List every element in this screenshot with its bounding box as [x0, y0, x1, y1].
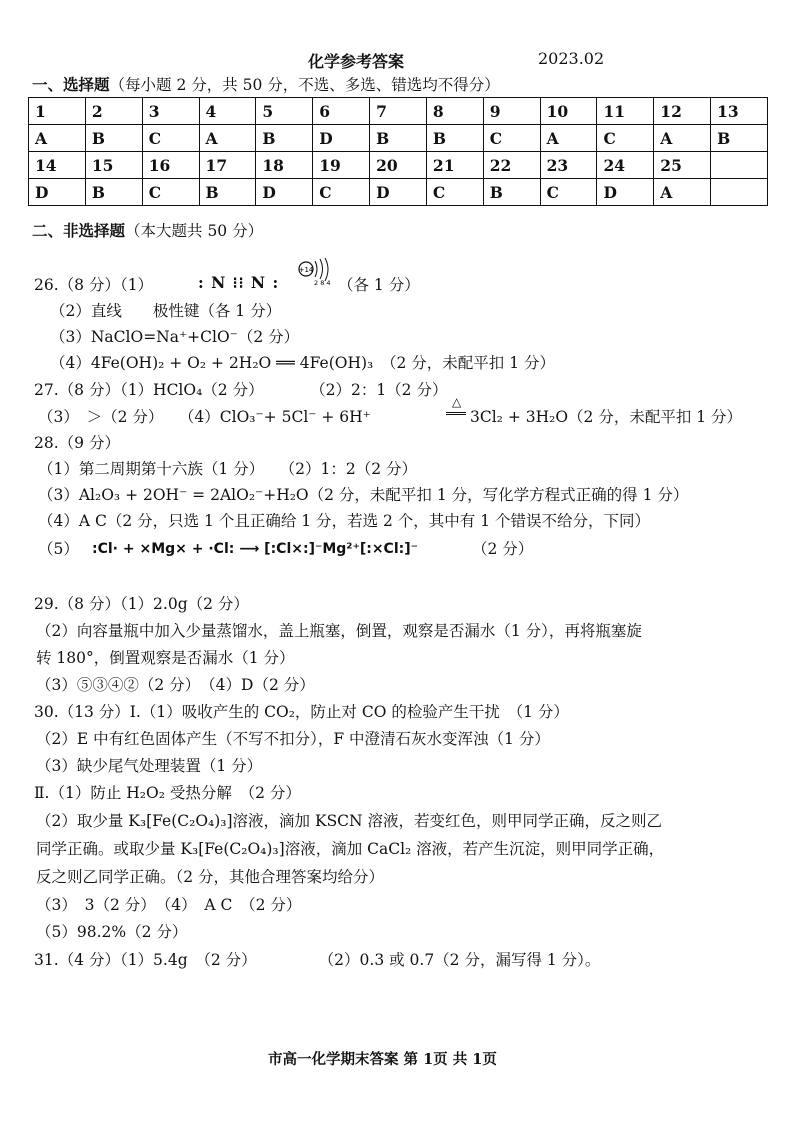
- exam-date: 2023.02: [538, 49, 605, 68]
- table-cell: D: [29, 179, 86, 206]
- table-cell: 3: [142, 98, 199, 125]
- q30-line4: Ⅱ.（1）防止 H₂O₂ 受热分解 （2 分）: [34, 784, 301, 802]
- q30-line1: 30.（13 分）Ⅰ.（1）吸收产生的 CO₂，防止对 CO 的检验产生干扰 （1 分）: [34, 703, 569, 721]
- q29-line3: 转 180°，倒置观察是否漏水（1 分）: [36, 649, 295, 667]
- heat-delta-symbol: △: [452, 395, 462, 409]
- answer-table: [28, 97, 768, 206]
- table-cell: 25: [654, 152, 711, 179]
- table-cell: [711, 179, 768, 206]
- table-cell: C: [483, 125, 540, 152]
- section2-heading: 二、非选择题: [32, 221, 126, 240]
- table-row: [29, 98, 768, 125]
- q26-head: 26.（8 分）（1）: [34, 276, 154, 294]
- q30-line2: （2）E 中有红色固体产生（不写不扣分），F 中澄清石灰水变浑浊（1 分）: [36, 730, 550, 748]
- table-cell: B: [426, 125, 483, 152]
- table-cell: A: [199, 125, 256, 152]
- q28-line4: （4）A C（2 分，只选 1 个且正确给 1 分，若选 2 个，其中有 1 个错误不给分，下同）: [38, 512, 650, 530]
- table-cell: C: [313, 179, 370, 206]
- table-cell: C: [540, 179, 597, 206]
- table-cell: D: [313, 125, 370, 152]
- q26-line4: （4）4Fe(OH)₂ + O₂ + 2H₂O ══ 4Fe(OH)₃ （2 分，未配平扣 1 分）: [50, 354, 555, 372]
- table-cell: D: [256, 179, 313, 206]
- table-cell: 14: [29, 152, 86, 179]
- table-cell: 4: [199, 98, 256, 125]
- n2-lewis-structure: : N ⁝⁝ N :: [198, 273, 280, 292]
- table-cell: 15: [85, 152, 142, 179]
- table-cell: B: [85, 179, 142, 206]
- q29-line1: 29.（8 分）（1）2.0g（2 分）: [34, 595, 249, 613]
- table-cell: 21: [426, 152, 483, 179]
- table-cell: C: [426, 179, 483, 206]
- q30-line3: （3）缺少尾气处理装置（1 分）: [36, 757, 263, 775]
- q30-line7: 反之则乙同学正确。（2 分，其他合理答案均给分）: [36, 868, 385, 886]
- section2-note: （本大题共 50 分）: [125, 222, 264, 240]
- table-cell: C: [142, 125, 199, 152]
- section1-note: （每小题 2 分，共 50 分，不选、多选、错选均不得分）: [109, 76, 500, 94]
- table-cell: A: [654, 179, 711, 206]
- mgcl2-formation-electron-diagram: :Cl· + ×Mg× + ·Cl: ⟶ [:Cl×:]⁻Mg²⁺[:×Cl:]⁻: [92, 541, 419, 557]
- q30-line5: （2）取少量 K₃[Fe(C₂O₄)₃]溶液，滴加 KSCN 溶液，若变红色，则甲同学正确，反之则乙: [36, 812, 663, 830]
- table-row: [29, 179, 768, 206]
- table-cell: 12: [654, 98, 711, 125]
- table-cell: D: [370, 179, 427, 206]
- table-cell: 6: [313, 98, 370, 125]
- q30-line6: 同学正确。或取少量 K₃[Fe(C₂O₄)₃]溶液，滴加 CaCl₂ 溶液，若产生沉淀，则甲同学正确，: [36, 840, 665, 858]
- table-cell: 5: [256, 98, 313, 125]
- table-cell: [711, 152, 768, 179]
- table-cell: 10: [540, 98, 597, 125]
- table-cell: 13: [711, 98, 768, 125]
- q26-each-score: （各 1 分）: [338, 276, 420, 294]
- table-cell: 17: [199, 152, 256, 179]
- table-row: [29, 125, 768, 152]
- table-cell: 19: [313, 152, 370, 179]
- table-cell: B: [711, 125, 768, 152]
- q29-line2: （2）向容量瓶中加入少量蒸馏水，盖上瓶塞，倒置，观察是否漏水（1 分），再将瓶塞旋: [36, 622, 642, 640]
- table-cell: B: [483, 179, 540, 206]
- table-cell: 24: [597, 152, 654, 179]
- table-cell: 23: [540, 152, 597, 179]
- table-cell: B: [199, 179, 256, 206]
- table-cell: C: [597, 125, 654, 152]
- q28-line3: （3）Al₂O₃ + 2OH⁻ = 2AlO₂⁻+H₂O（2 分，未配平扣 1 分，写化学方程式正确的得 1 分）: [38, 486, 689, 504]
- reaction-equals-bar: [446, 412, 466, 415]
- table-cell: A: [540, 125, 597, 152]
- q28-line1: （1）第二周期第十六族（1 分） （2）1：2（2 分）: [38, 460, 418, 478]
- q28-line5-score: （2 分）: [472, 540, 534, 558]
- table-cell: A: [654, 125, 711, 152]
- q27-line1: 27.（8 分）（1）HClO₄（2 分） （2）2：1（2 分）: [34, 381, 448, 399]
- q28-line5-prefix: （5）: [38, 540, 79, 558]
- table-cell: 7: [370, 98, 427, 125]
- section2-heading-line: [32, 221, 263, 241]
- si-atom-structure-diagram: [298, 258, 332, 288]
- q29-line4: （3）⑤③④②（2 分） （4）D（2 分）: [36, 676, 315, 694]
- q26-line2: （2）直线 极性键（各 1 分）: [50, 302, 282, 320]
- table-cell: 20: [370, 152, 427, 179]
- section1-heading-line: [32, 75, 500, 95]
- table-cell: 1: [29, 98, 86, 125]
- q27-line2-right: 3Cl₂ + 3H₂O（2 分，未配平扣 1 分）: [470, 408, 743, 426]
- q30-line9: （5）98.2%（2 分）: [36, 923, 188, 941]
- table-cell: B: [256, 125, 313, 152]
- q31-line1: 31.（4 分）（1）5.4g （2 分） （2）0.3 或 0.7（2 分，漏写得 1 分）。: [34, 951, 601, 969]
- table-cell: B: [85, 125, 142, 152]
- q26-line3: （3）NaClO=Na⁺+ClO⁻（2 分）: [50, 328, 300, 346]
- atom-shell-numbers: 2 8 4: [314, 279, 331, 287]
- table-cell: 18: [256, 152, 313, 179]
- table-cell: 9: [483, 98, 540, 125]
- table-cell: 11: [597, 98, 654, 125]
- q28-head: 28.（9 分）: [34, 434, 120, 452]
- table-cell: A: [29, 125, 86, 152]
- table-cell: D: [597, 179, 654, 206]
- q27-line2-left: （3） ＞（2 分） （4）ClO₃⁻+ 5Cl⁻ + 6H⁺: [38, 408, 371, 426]
- table-row: [29, 152, 768, 179]
- page-footer: 市高一化学期末答案 第 1页 共 1页: [268, 1051, 497, 1068]
- table-cell: 2: [85, 98, 142, 125]
- table-cell: 22: [483, 152, 540, 179]
- page-title: 化学参考答案: [308, 52, 405, 71]
- atom-nucleus-label: +14: [298, 266, 314, 274]
- section1-heading: 一、选择题: [32, 75, 110, 94]
- table-cell: 8: [426, 98, 483, 125]
- table-cell: B: [370, 125, 427, 152]
- table-cell: C: [142, 179, 199, 206]
- q30-line8: （3） 3（2 分） （4） A C （2 分）: [36, 896, 302, 914]
- table-cell: 16: [142, 152, 199, 179]
